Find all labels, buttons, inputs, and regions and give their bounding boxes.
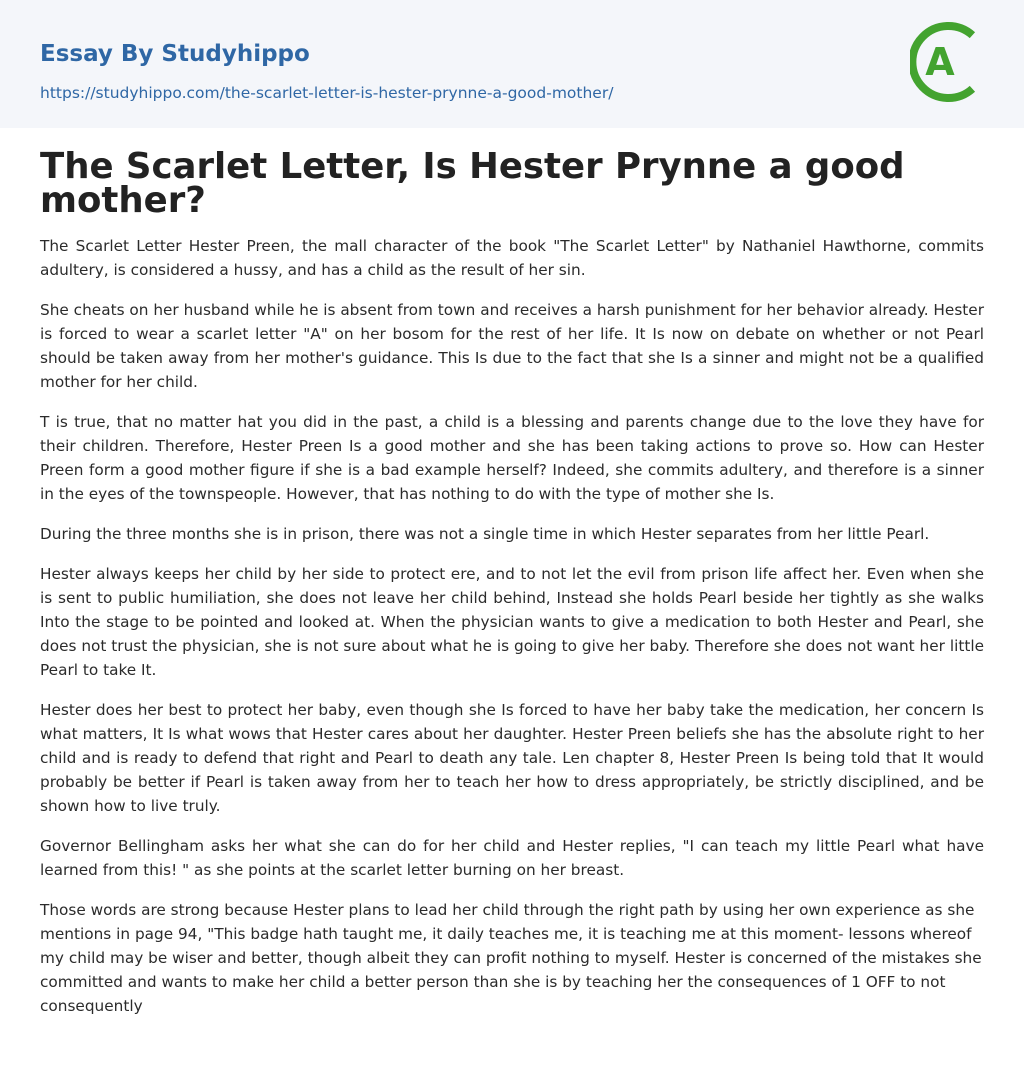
logo-letter: A [925, 40, 955, 84]
studyhippo-logo-icon[interactable] [910, 18, 988, 106]
essay-paragraph: The Scarlet Letter Hester Preen, the mall character of the book "The Scarlet Letter" by Nathaniel Hawthorne, commits adultery, is considered a hussy, and has a child as the result of her sin. [40, 237, 984, 279]
essay-title: The Scarlet Letter, Is Hester Prynne a good mother? [40, 146, 905, 221]
essay-paragraph: She cheats on her husband while he is absent from town and receives a harsh punishment for her behavior already. Hester is forced to wear a scarlet letter "A" on her bosom for the rest of her life. It Is now on debate on whether or not Pearl should be taken away from her mother's guidance. This Is due to the fact that she Is a sinner and might not be a qualified mother for her child. [40, 301, 984, 391]
essay-url-link[interactable]: https://studyhippo.com/the-scarlet-letter-is-hester-prynne-a-good-mother/ [40, 84, 614, 102]
essay-paragraph: T is true, that no matter hat you did in the past, a child is a blessing and parents change due to the love they have for their children. Therefore, Hester Preen Is a good mother and she has been taking actions to prove so. How can Hester Preen form a good mother figure if she is a bad example herself? Indeed, she commits adultery, and therefore is a sinner in the eyes of the townspeople. However, that has nothing to do with the type of mother she Is. [40, 413, 984, 503]
essay-paragraph: Hester always keeps her child by her side to protect ere, and to not let the evil from prison life affect her. Even when she is sent to public humiliation, she does not leave her child behind, Instead she holds Pearl beside her tightly as she walks Into the stage to be pointed and looked at. When the physician wants to give a medication to both Hester and Pearl, she does not trust the physician, she is not sure about what he is going to give her baby. Therefore she does not want her little Pearl to take It. [40, 565, 984, 679]
essay-body [40, 234, 984, 1034]
essay-paragraph: Hester does her best to protect her baby, even though she Is forced to have her baby take the medication, her concern Is what matters, It Is what wows that Hester cares about her daughter. Hester Preen beliefs she has the absolute right to her child and is ready to defend that right and Pearl to death any tale. Len chapter 8, Hester Preen Is being told that It would probably be better if Pearl is taken away from her to teach her how to dress appropriately, be strictly disciplined, and be shown how to live truly. [40, 701, 984, 815]
essay-paragraph: Those words are strong because Hester plans to lead her child through the right path by using her own experience as she mentions in page 94, "This badge hath taught me, it daily teaches me, it is teaching me at this moment- lessons whereof my child may be wiser and better, though albeit they can profit nothing to myself. Hester is concerned of the mistakes she committed and wants to make her child a better person than she is by teaching her the consequences of 1 OFF to not consequently [40, 901, 982, 1015]
site-header [0, 0, 1024, 128]
essay-paragraph: During the three months she is in prison, there was not a single time in which Hester separates from her little Pearl. [40, 525, 930, 543]
site-brand[interactable]: Essay By Studyhippo [40, 41, 310, 67]
essay-paragraph: Governor Bellingham asks her what she can do for her child and Hester replies, "I can teach my little Pearl what have learned from this! " as she points at the scarlet letter burning on her breast. [40, 837, 984, 879]
